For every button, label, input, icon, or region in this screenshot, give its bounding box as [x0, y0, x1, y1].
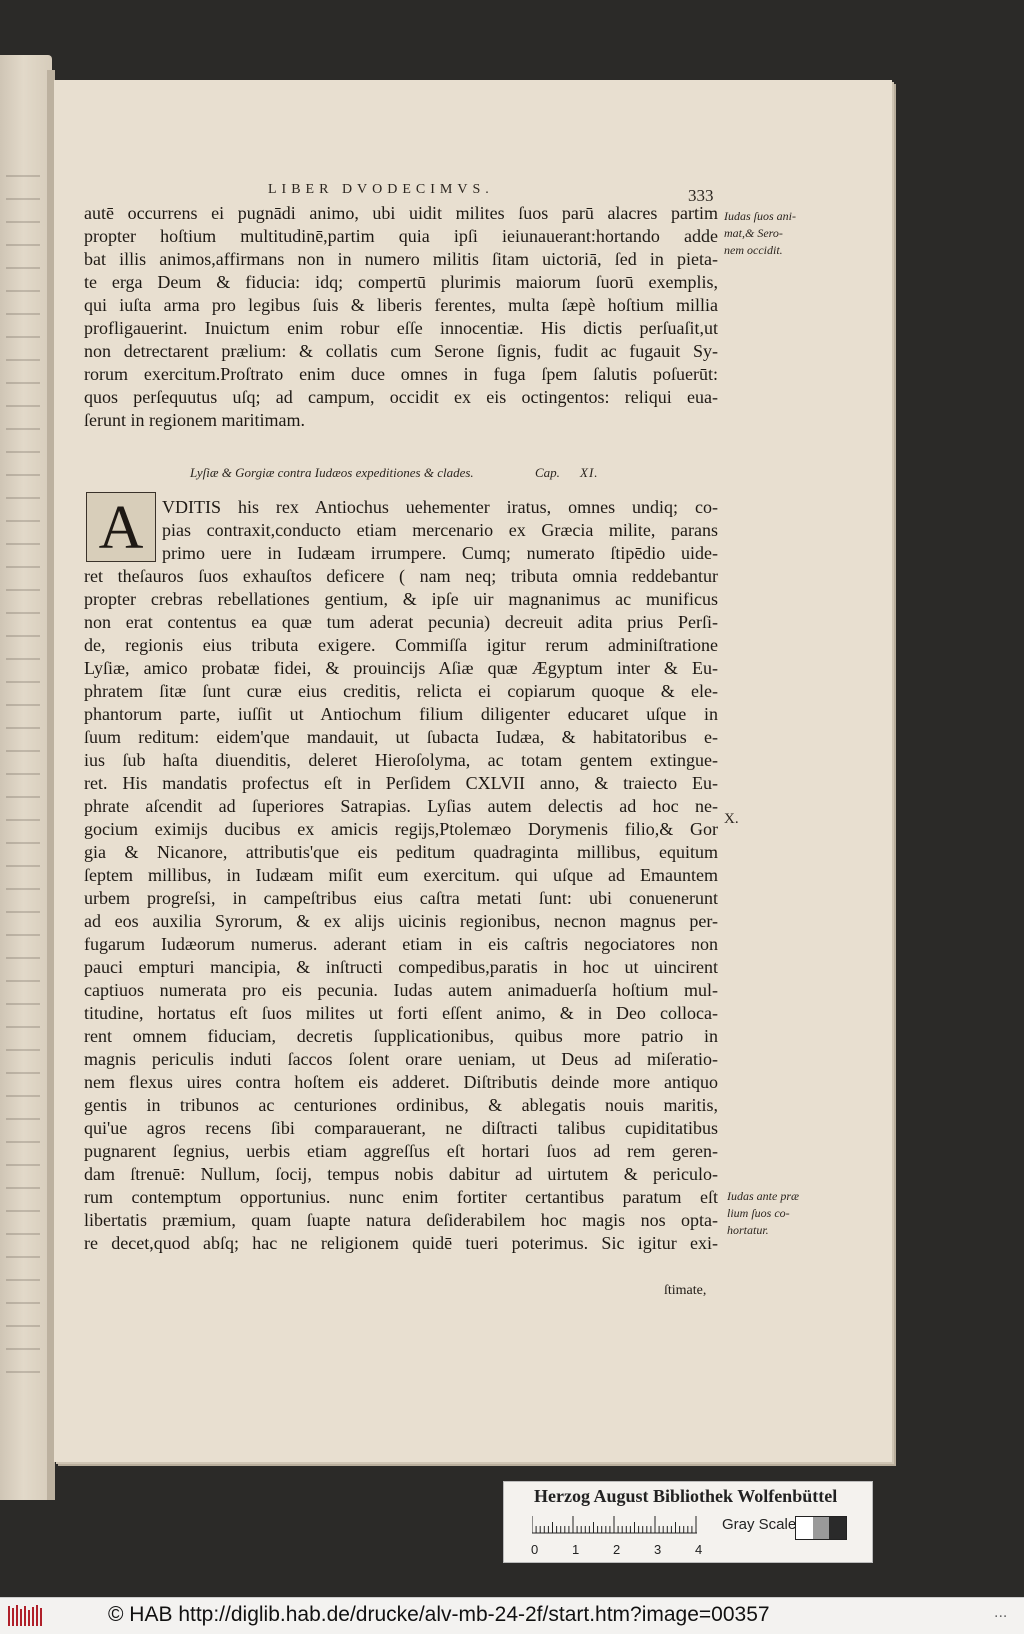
text-line: urbem progreſsi, in campeſtribus eius caſtra metati ſunt: ubi conuenerunt [84, 888, 718, 908]
ruler-number: 0 [531, 1542, 539, 1557]
chapter-number: XI. [580, 465, 599, 480]
text-line: ad eos auxilia Syrorum, & ex alijs uicinis regionibus, necnon magnus per- [84, 911, 718, 931]
text-line: phantorum parte, iuſſit ut Antiochum filium diligenter educaret uſque in [84, 704, 718, 724]
text-line: gia & Nicanore, attributis'que eis peditum quadraginta millibus, equitum [84, 842, 718, 862]
margin-mark: X. [724, 811, 739, 827]
side-note-line: hortatur. [727, 1223, 769, 1237]
side-note-line: Iudas ante præ [727, 1189, 799, 1203]
ruler-icon [532, 1516, 697, 1534]
text-line: non erat contentus ea quæ tum aderat pecunia) decreuit adita prius Perſi- [84, 612, 718, 632]
text-line: ſuum reditum: eidem'que mandauit, ut ſubacta Iudæa, & habitatoribus e- [84, 727, 718, 747]
text-line: rent omnem fiduciam, decretis ſupplicationibus, quibus more patrio in [84, 1026, 718, 1046]
running-head: LIBER DVODECIMVS. [268, 182, 494, 197]
side-note-line: mat,& Sero- [724, 226, 783, 240]
page-number: 333 [688, 186, 714, 205]
gray-scale-swatches [795, 1516, 847, 1540]
ruler-number: 1 [572, 1542, 580, 1557]
facing-page-edge [0, 55, 52, 1500]
side-note-line: Iudas ſuos ani- [724, 209, 796, 223]
text-line: non detrectarent prælium: & collatis cum Serone ſignis, fudit ac fugauit Sy- [84, 341, 718, 361]
text-line: dam ſtrenuē: Nullum, ſocij, tempus nobis dabitur ad uirtutem & periculo- [84, 1164, 718, 1184]
initial-letter: A [98, 494, 144, 562]
paragraph-2-opening [162, 496, 718, 565]
text-line: gentis in tribunos ac centuriones ordinibus, & ablegatis nouis maritis, [84, 1095, 718, 1115]
viewer-footer [0, 1597, 1024, 1634]
text-line: te erga Deum & fiducia: idq; compertū plurimis maiorum ſuorū exemplis, [84, 272, 718, 292]
text-line: quos perſequutus uſq; ad campum, occidit ex eis octingentos: reliqui eua- [84, 387, 718, 407]
paragraph-1 [84, 202, 718, 432]
color-scale-card [503, 1481, 873, 1563]
text-line: autē occurrens ei pugnādi animo, ubi uidit milites ſuos parū alacres partim [84, 203, 718, 223]
text-line: primo uere in Iudæam irrumpere. Cumq; numerato ſtipēdio uide- [162, 543, 718, 563]
text-line: ius ſub haſta diuenditis, deleret Hieroſolyma, ac totam gentem extingue- [84, 750, 718, 770]
text-line: ſeptem millibus, in Iudæam miſit eum exercitum. qui uſque ad Emauntem [84, 865, 718, 885]
text-line: ret. His mandatis profectus eſt in Perſidem CXLVII anno, & traiecto Eu- [84, 773, 718, 793]
text-line: de, regionis eius tributa exigere. Commiſſa igitur rerum adminiſtratione [84, 635, 718, 655]
barcode-logo-icon [8, 1604, 44, 1628]
paragraph-2 [84, 565, 718, 1255]
text-line: phrate aſcendit ad ſuperiores Satrapias. Lyſias autem delectis ad hoc ne- [84, 796, 718, 816]
text-line: propter hoſtium multitudinē,partim quia ipſi ieiunauerant:hortando adde [84, 226, 718, 246]
catchword: ſtimate, [664, 1283, 707, 1298]
side-note-1 [724, 208, 796, 259]
text-line: captiuos numerata pro eis pecunia. Iudas autem animaduerſa hoſtium mul- [84, 980, 718, 1000]
ruler-number: 3 [654, 1542, 662, 1557]
text-line: fugarum Iudæorum numerus. aderant etiam in eis caſtris negociatores non [84, 934, 718, 954]
text-line: qui'ue agros recens ſibi comparauerant, ne diſtracti talibus cupiditatibus [84, 1118, 718, 1138]
text-line: libertatis præmium, quam ſuapte natura deſiderabilem hoc magis nos opta- [84, 1210, 718, 1230]
text-line: Lyſiæ, amico probatæ fidei, & prouincijs Aſiæ quæ Ægyptum inter & Eu- [84, 658, 718, 678]
facing-page-text-traces [6, 175, 40, 1375]
gray-scale-label: Gray Scale [722, 1516, 797, 1533]
text-line: re decet,quod abſq; hac ne religionem quidē tueri poterimus. Sic igitur exi- [84, 1233, 718, 1253]
chapter-title: Lyſiæ & Gorgiæ contra Iudæos expeditiones & clades. [190, 465, 474, 480]
gray-swatch-light [796, 1517, 813, 1539]
text-line: bat illis animos,affirmans non in numero militis ſitam uictoriā, ſed in pieta- [84, 249, 718, 269]
more-menu-button[interactable]: ... [994, 1604, 1008, 1621]
side-note-2 [727, 1188, 799, 1239]
text-line: nem flexus uires contra hoſtem eis adderet. Diſtributis deinde more antiquo [84, 1072, 718, 1092]
text-line: propter crebras rebellationes gentium, & ipſe uir magnanimus ac munificus [84, 589, 718, 609]
source-url[interactable]: © HAB http://diglib.hab.de/drucke/alv-mb-24-2f/start.htm?image=00357 [108, 1603, 770, 1626]
library-name: Herzog August Bibliothek Wolfenbüttel [534, 1486, 838, 1506]
text-line: VDITIS his rex Antiochus uehementer iratus, omnes undiq; co- [162, 497, 718, 517]
text-line: profligauerint. Inuictum enim robur eſſe innocentiæ. His dictis perſuaſit,ut [84, 318, 718, 338]
text-line: ſerunt in regionem maritimam. [84, 410, 305, 430]
text-line: ret theſauros ſuos exhauſtos deficere ( nam neq; tributa omnia reddebantur [84, 566, 718, 586]
decorated-initial [86, 492, 156, 562]
text-line: pias contraxit,conducto etiam mercenario ex Græcia milite, parans [162, 520, 718, 540]
text-line: pugnarent ſegnius, uerbis etiam aggreſſus eſt hortari ſuos ad rem geren- [84, 1141, 718, 1161]
text-line: rorum exercitum.Proſtrato enim duce omnes in fuga ſpem ſalutis poſuerūt: [84, 364, 718, 384]
side-note-line: lium ſuos co- [727, 1206, 790, 1220]
chapter-heading [190, 465, 620, 481]
text-line: titudine, hortatus eſt ſuos milites ut forti eſſent animo, & in Deo colloca- [84, 1003, 718, 1023]
chapter-label: Cap. [535, 465, 560, 480]
gray-swatch-dark [829, 1517, 846, 1539]
ruler-number: 4 [695, 1542, 703, 1557]
text-line: gocium eximijs ducibus ex amicis regijs,Ptolemæo Dorymenis filio,& Gor [84, 819, 718, 839]
ruler-number: 2 [613, 1542, 621, 1557]
text-line: pauci empturi mancipia, & inſtructi compedibus,paratis in hoc ut uincirent [84, 957, 718, 977]
gray-swatch-mid [813, 1517, 830, 1539]
text-line: phratem ſitæ ſunt curæ eius creditis, relicta ei copiarum quoque & ele- [84, 681, 718, 701]
text-line: qui iuſta arma pro legibus ſuis & liberis ferentes, multa ſæpè hoſtium millia [84, 295, 718, 315]
text-line: magnis periculis induti ſaccos ſolent orare ueniam, ut Deus ad miſeratio- [84, 1049, 718, 1069]
side-note-line: nem occidit. [724, 243, 783, 257]
text-line: rum contemptum opportunius. nunc enim fortiter certantibus paratum eſt [84, 1187, 718, 1207]
